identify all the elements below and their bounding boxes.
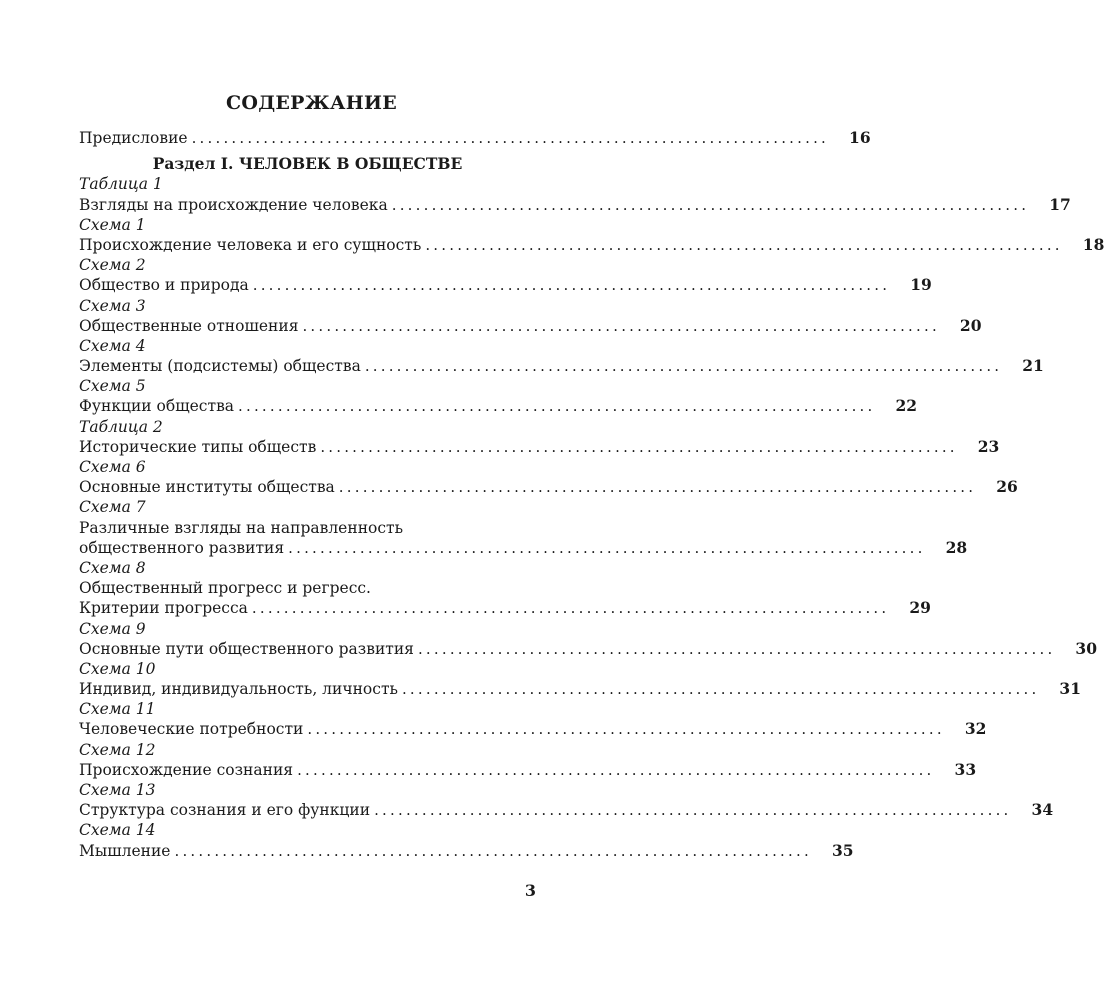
entry-label: Схема 1 — [79, 215, 146, 234]
entry-title: Критерии прогресса — [79, 599, 248, 618]
toc-entry[interactable] — [79, 719, 987, 739]
entry-page: 22 — [895, 396, 918, 416]
entry-page: 21 — [1022, 356, 1044, 376]
toc-entry[interactable] — [79, 800, 1054, 820]
dot-leader: ................................................................................ — [238, 397, 876, 416]
dot-leader: ................................................................................ — [425, 235, 1063, 254]
entry-label: Таблица 1 — [79, 175, 163, 194]
section-heading: Раздел I. ЧЕЛОВЕК В ОБЩЕСТВЕ — [152, 154, 463, 174]
entry-label: Схема 9 — [79, 619, 146, 638]
entry-label: Схема 14 — [79, 821, 156, 840]
table-of-contents — [79, 128, 1104, 861]
dot-leader: ................................................................................ — [364, 357, 1003, 376]
entry-page: 34 — [1031, 800, 1054, 820]
entry-title: Человеческие потребности — [79, 720, 304, 739]
toc-entry[interactable] — [79, 396, 918, 416]
toc-entry[interactable] — [79, 638, 1097, 659]
dot-leader: ................................................................................ — [302, 316, 940, 335]
dot-leader: ................................................................................ — [417, 639, 1056, 658]
toc-entry[interactable] — [79, 679, 1081, 699]
entry-title: Происхождение человека и его сущность — [79, 235, 422, 254]
entry-label: Таблица 2 — [79, 417, 163, 436]
dot-leader: ................................................................................ — [374, 801, 1012, 820]
entry-page: 30 — [1075, 638, 1097, 658]
dot-leader: ................................................................................ — [252, 276, 891, 295]
entry-label: Схема 6 — [79, 458, 146, 476]
entry-label: Схема 12 — [79, 740, 156, 759]
toc-entry[interactable] — [79, 436, 1000, 457]
dot-leader: ................................................................................ — [288, 538, 926, 557]
entry-title: Взгляды на происхождение человека — [79, 195, 388, 214]
entry-title: Общественный прогресс и регресс. — [79, 579, 371, 598]
entry-title: Происхождение сознания — [79, 760, 294, 779]
toc-entry-preface[interactable] — [79, 128, 871, 148]
entry-page: 18 — [1082, 234, 1104, 254]
entry-title: Исторические типы обществ — [79, 437, 317, 456]
dot-leader: ................................................................................ — [320, 437, 958, 456]
entry-label: Схема 7 — [79, 498, 146, 517]
entry-title: Общество и природа — [79, 276, 249, 295]
entry-page: 33 — [954, 759, 977, 779]
dot-leader: ................................................................................ — [174, 841, 812, 860]
entry-label: Схема 4 — [79, 336, 146, 355]
entry-page: 26 — [996, 477, 1018, 497]
entry-page: 23 — [977, 436, 1000, 456]
toc-entry[interactable] — [79, 840, 854, 861]
entry-label: Схема 3 — [79, 296, 146, 315]
entry-label: Схема 5 — [79, 377, 146, 396]
toc-entry[interactable] — [79, 194, 1071, 215]
toc-entry-line — [79, 518, 536, 538]
toc-entry[interactable] — [79, 759, 977, 780]
entry-label: Схема 11 — [79, 700, 156, 719]
entry-page: 16 — [849, 128, 871, 147]
entry-title: Мышление — [79, 841, 171, 860]
entry-title: Предисловие — [79, 129, 188, 147]
entry-page: 28 — [945, 537, 968, 557]
entry-title: Основные пути общественного развития — [79, 639, 414, 658]
entry-label: Схема 8 — [79, 558, 146, 577]
entry-title: Функции общества — [79, 397, 235, 416]
entry-page: 31 — [1059, 679, 1081, 699]
toc-entry[interactable] — [79, 356, 1044, 376]
entry-page: 32 — [964, 719, 987, 739]
entry-title: Элементы (подсистемы) общества — [79, 357, 361, 376]
toc-entry[interactable] — [79, 537, 968, 558]
entry-title: Индивид, индивидуальность, личность — [79, 680, 398, 699]
dot-leader: ................................................................................ — [401, 680, 1040, 699]
dot-leader: ................................................................................ — [297, 760, 935, 779]
entry-page: 17 — [1049, 194, 1071, 214]
entry-label: Схема 10 — [79, 659, 156, 678]
entry-label: Схема 13 — [79, 781, 156, 799]
entry-title: Структура сознания и его функции — [79, 801, 371, 820]
toc-entry[interactable] — [79, 275, 932, 295]
toc-entry[interactable] — [79, 598, 931, 618]
toc-entries — [79, 174, 1104, 860]
dot-leader: ................................................................................ — [251, 599, 890, 618]
toc-entry[interactable] — [79, 234, 1104, 255]
dot-leader: ................................................................................ — [338, 478, 977, 497]
toc-entry[interactable] — [79, 315, 982, 336]
toc-entry[interactable] — [79, 477, 1018, 497]
entry-page: 35 — [831, 840, 854, 860]
dot-leader: ................................................................................ — [391, 195, 1030, 214]
entry-page: 20 — [959, 315, 982, 335]
entry-title: общественного развития — [79, 538, 285, 557]
entry-title: Общественные отношения — [79, 316, 299, 335]
dot-leader: ................................................................................ — [307, 720, 945, 739]
page-number: 3 — [524, 881, 536, 900]
entry-page: 29 — [909, 598, 931, 618]
entry-label: Схема 2 — [79, 256, 146, 275]
entry-page: 19 — [910, 275, 932, 295]
entry-title: Различные взгляды на направленность — [79, 518, 404, 537]
page-title: СОДЕРЖАНИЕ — [225, 92, 398, 114]
toc-entry-line — [79, 578, 536, 598]
dot-leader: ................................................................................ — [191, 129, 830, 147]
entry-title: Основные институты общества — [79, 478, 335, 497]
